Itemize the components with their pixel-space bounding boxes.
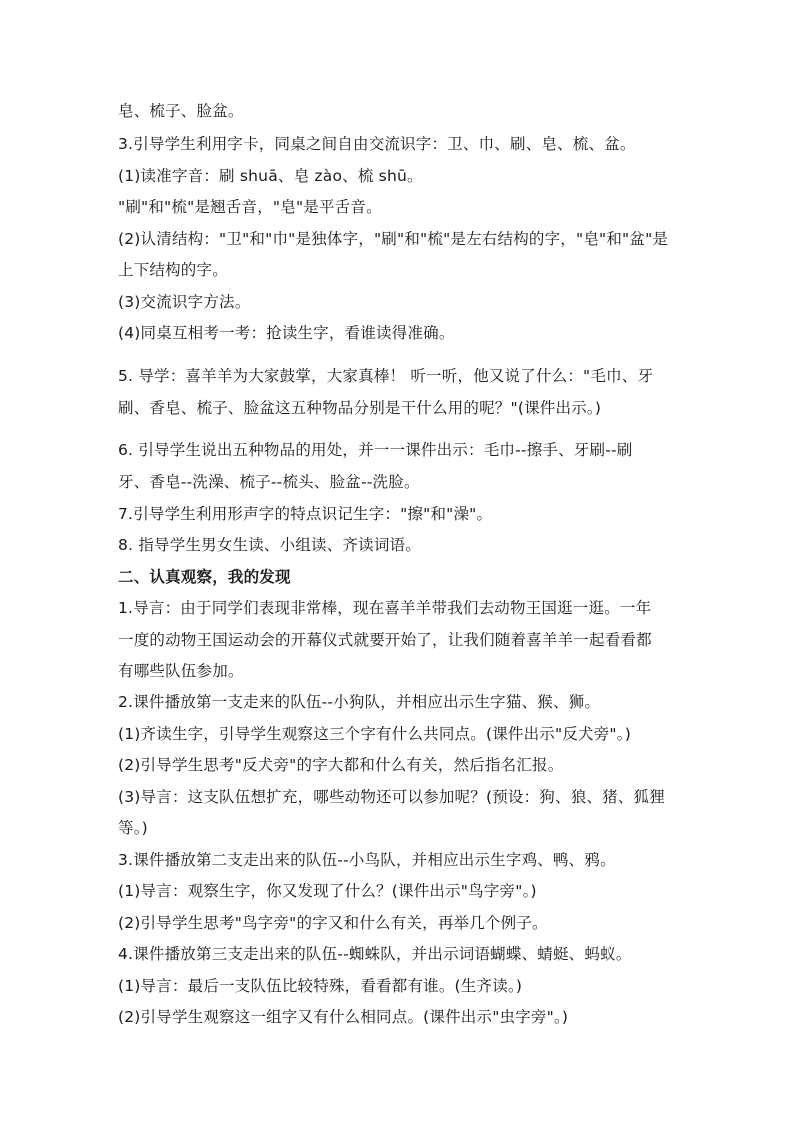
- paragraph-line: 4.课件播放第三支走出来的队伍--蜘蛛队，并出示词语蝴蝶、蜻蜓、蚂蚁。: [118, 945, 632, 963]
- paragraph-line: (2)引导学生思考"鸟字旁"的字又和什么有关，再举几个例子。: [118, 914, 548, 932]
- paragraph-line: 6. 引导学生说出五种物品的用处，并一一课件出示：毛巾--擦手、牙刷--刷: [118, 441, 633, 459]
- paragraph-line: (1)齐读生字，引导学生观察这三个字有什么共同点。(课件出示"反犬旁"。): [118, 725, 631, 743]
- paragraph-line: (4)同桌互相考一考：抢读生字，看谁读得准确。: [118, 324, 455, 342]
- paragraph-line: (1)导言：观察生字，你又发现了什么？(课件出示"鸟字旁"。): [118, 882, 537, 900]
- paragraph-line: 1.导言：由于同学们表现非常棒，现在喜羊羊带我们去动物王国逛一逛。一年: [118, 599, 652, 617]
- paragraph-line: "刷"和"梳"是翘舌音，"皂"是平舌音。: [118, 198, 382, 216]
- paragraph-line: (1)导言：最后一支队伍比较特殊，看看都有谁。(生齐读。): [118, 977, 523, 995]
- paragraph-line: 8. 指导学生男女生读、小组读、齐读词语。: [118, 536, 421, 554]
- paragraph-line: 皂、梳子、脸盆。: [118, 102, 244, 120]
- section-heading: 二、认真观察，我的发现: [118, 568, 291, 586]
- paragraph-line: (3)交流识字方法。: [118, 293, 251, 311]
- paragraph-line: 3.引导学生利用字卡，同桌之间自由交流识字：卫、巾、刷、皂、梳、盆。: [118, 135, 636, 153]
- paragraph-line: 牙、香皂--洗澡、梳子--梳头、脸盆--洗脸。: [118, 473, 420, 491]
- paragraph-line: 等。): [118, 819, 148, 837]
- paragraph-line: 一度的动物王国运动会的开幕仪式就要开始了，让我们随着喜羊羊一起看看都: [118, 631, 652, 649]
- paragraph-line: 上下结构的字。: [118, 261, 228, 279]
- paragraph-line: 有哪些队伍参加。: [118, 662, 244, 680]
- paragraph-line: 3.课件播放第二支走出来的队伍--小鸟队，并相应出示生字鸡、鸭、鸦。: [118, 851, 616, 869]
- paragraph-line: 5. 导学：喜羊羊为大家鼓掌，大家真棒！ 听一听，他又说了什么："毛巾、牙: [118, 367, 654, 385]
- paragraph-line: 7.引导学生利用形声字的特点识记生字："擦"和"澡"。: [118, 505, 493, 523]
- paragraph-line: (3)导言：这支队伍想扩充，哪些动物还可以参加呢？(预设：狗、狼、猪、狐狸: [118, 788, 665, 806]
- paragraph-line: (2)引导学生思考"反犬旁"的字大都和什么有关，然后指名汇报。: [118, 756, 564, 774]
- paragraph-line: 2.课件播放第一支走来的队伍--小狗队，并相应出示生字猫、猴、狮。: [118, 693, 601, 711]
- paragraph-line: (2)引导学生观察这一组字又有什么相同点。(课件出示"虫字旁"。): [118, 1008, 569, 1026]
- paragraph-line: (1)读准字音：刷 shuā、皂 zào、梳 shū。: [118, 167, 423, 185]
- paragraph-line: (2)认清结构："卫"和"巾"是独体字，"刷"和"梳"是左右结构的字，"皂"和"盆"是: [118, 230, 669, 248]
- paragraph-line: 刷、香皂、梳子、脸盆这五种物品分别是干什么用的呢？"(课件出示。): [118, 399, 602, 417]
